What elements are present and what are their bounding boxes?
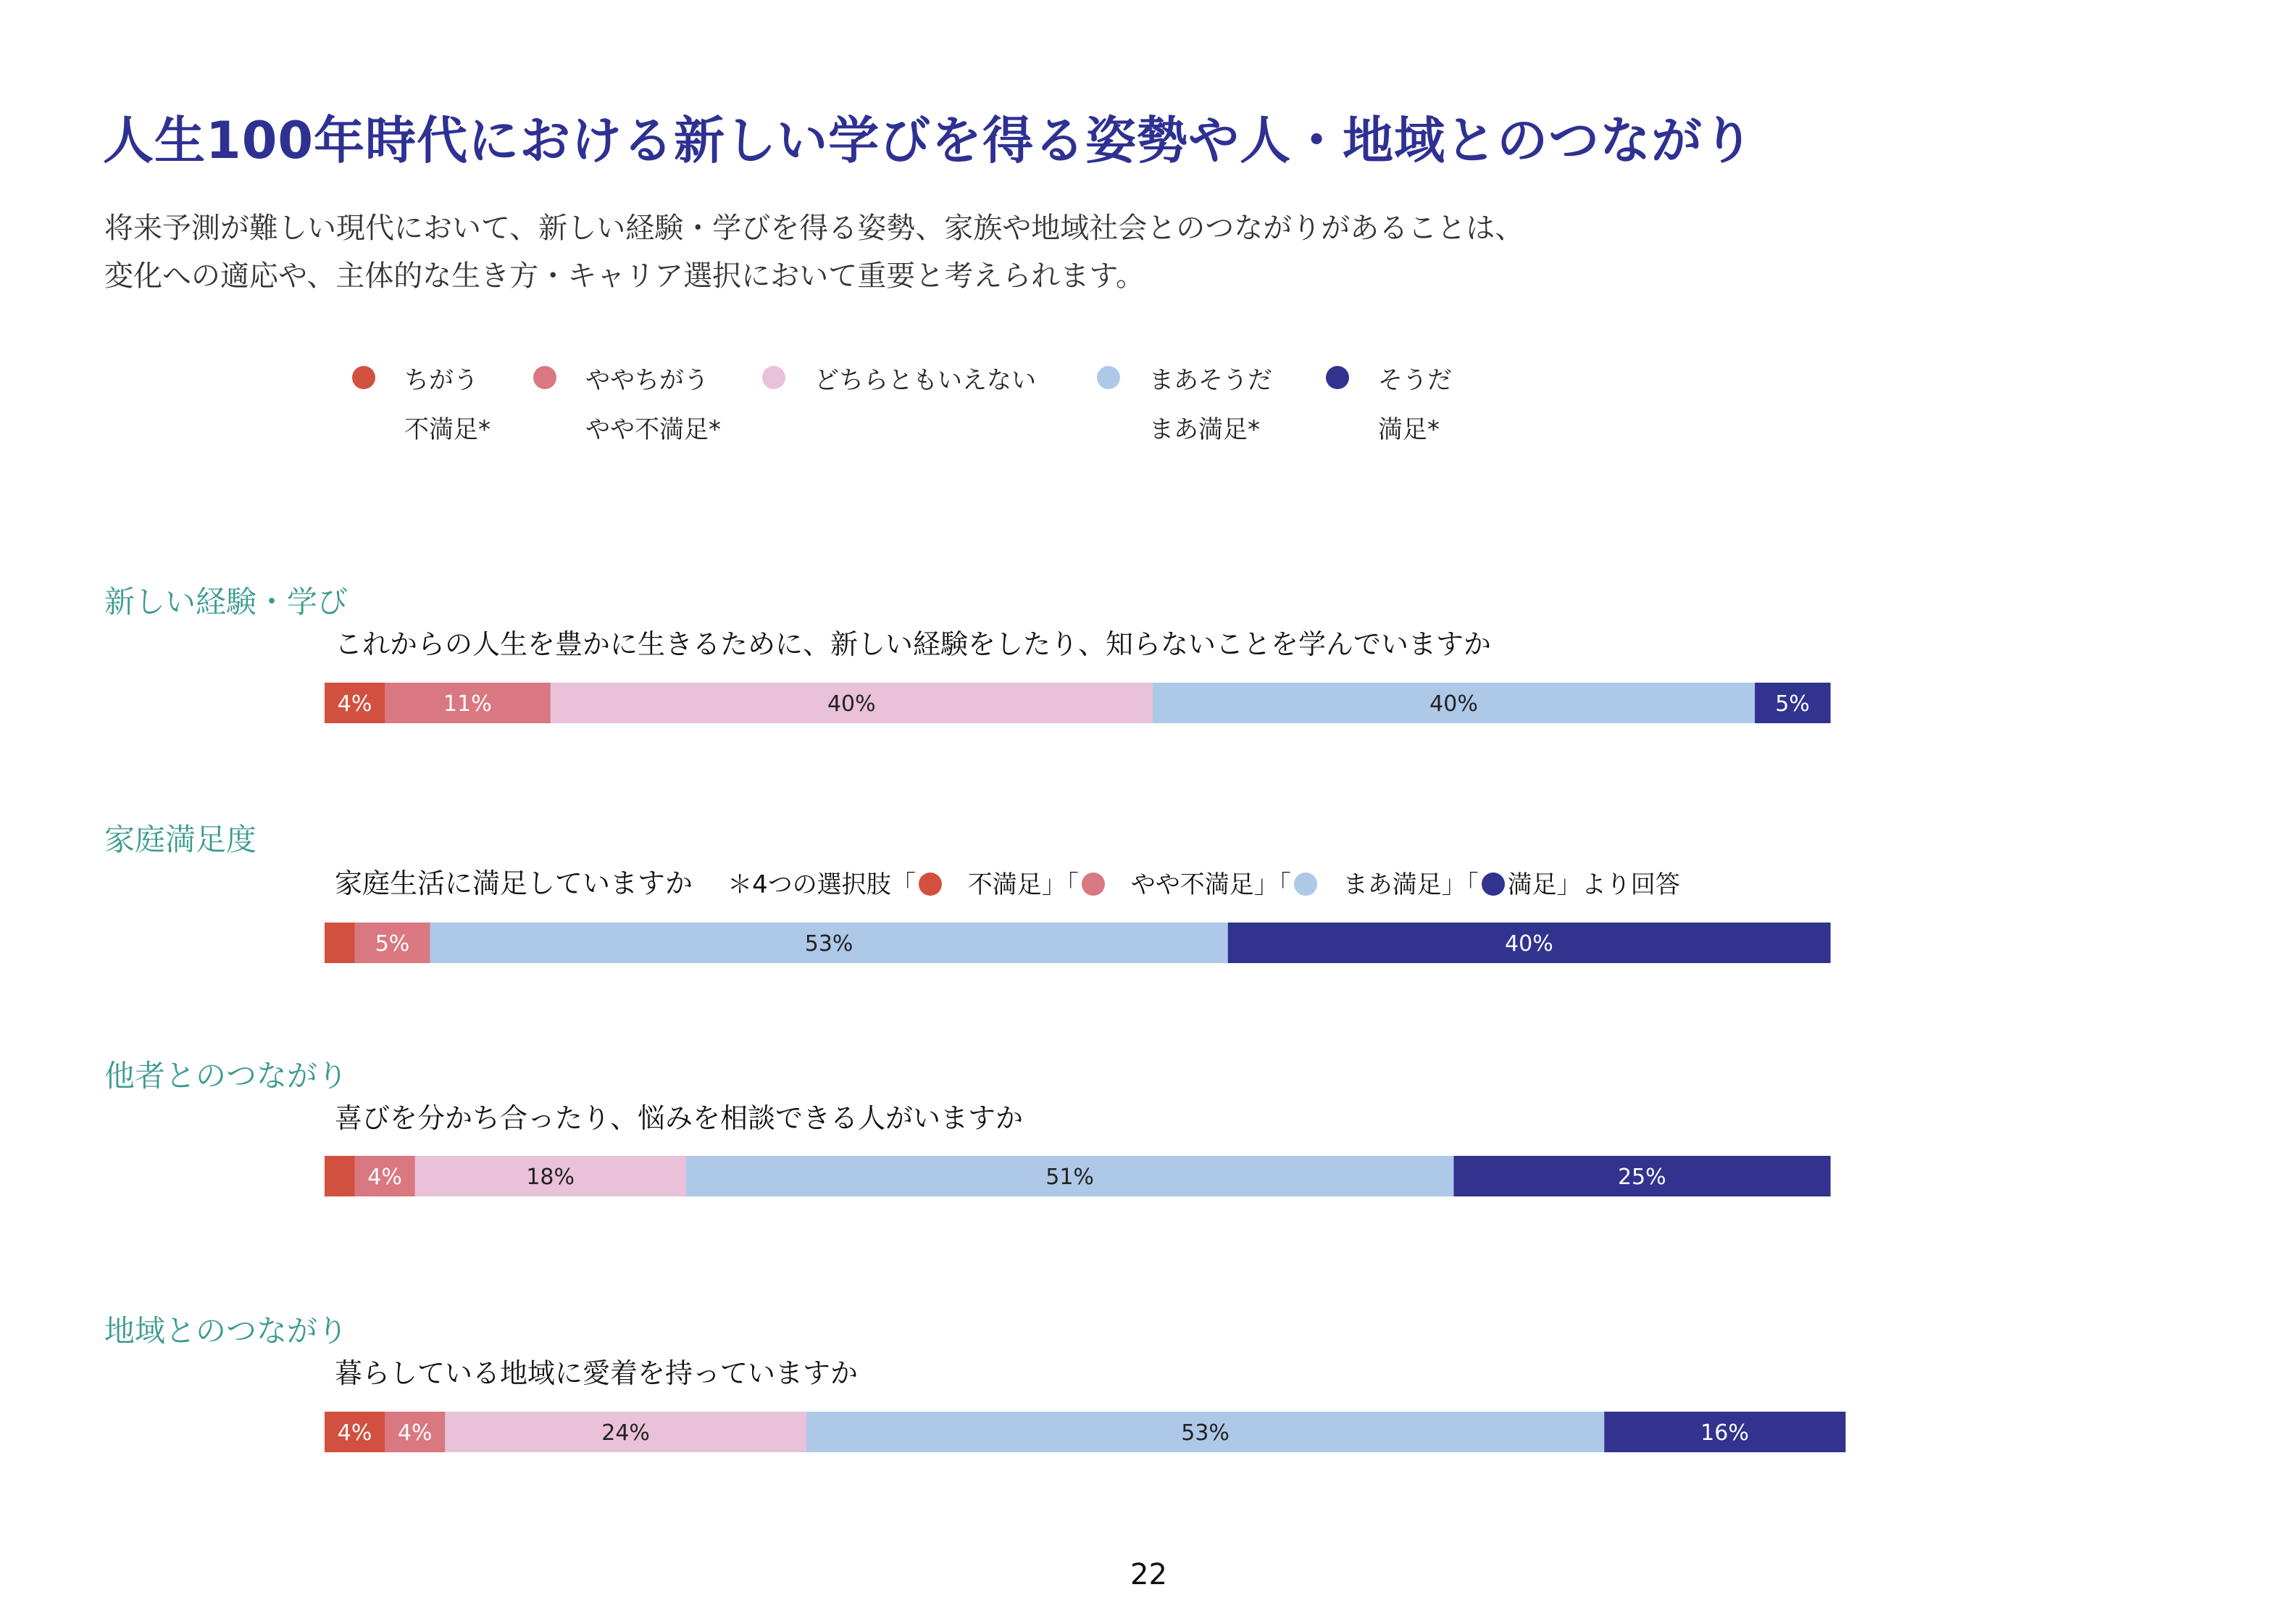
bar-label-r1-s5: 5% bbox=[1775, 691, 1810, 717]
section-title-community: 地域とのつながり bbox=[104, 1313, 348, 1349]
question-learning: これからの人生を豊かに生きるために、新しい経験をしたり、知らないことを学んでいますか bbox=[335, 628, 1492, 660]
bar-label-r2-s4: 53% bbox=[804, 931, 853, 957]
legend-sub-1: 不満足* bbox=[404, 415, 490, 444]
intro-line-1: 将来予測が難しい現代において、新しい経験・学びを得る姿勢、家族や地域社会とのつながりがあることは、 bbox=[104, 212, 1524, 245]
bar-label-r3-s5: 25% bbox=[1617, 1165, 1666, 1190]
legend-label-4: まあそうだ bbox=[1149, 366, 1272, 395]
note-item-2: やや不満足」「 bbox=[1130, 870, 1291, 899]
legend-label-3: どちらともいえない bbox=[814, 366, 1036, 395]
bar-segment-r3-s1 bbox=[325, 1156, 355, 1196]
intro-line-2: 変化への適応や、主体的な生き方・キャリア選択において重要と考えられます。 bbox=[104, 259, 1145, 293]
bar-label-r3-s2: 4% bbox=[367, 1165, 402, 1190]
question-family-text: 家庭生活に満足していますか bbox=[335, 867, 693, 899]
page-number: 22 bbox=[1130, 1558, 1167, 1591]
bar-label-r1-s3: 40% bbox=[827, 691, 876, 717]
section-title-family: 家庭満足度 bbox=[104, 822, 257, 857]
bar-label-r4-s2: 4% bbox=[397, 1420, 433, 1446]
bar-label-r4-s1: 4% bbox=[337, 1420, 372, 1446]
note-prefix: ＊4つの選択肢「 bbox=[727, 870, 916, 899]
note-item-1: 不満足」「 bbox=[967, 870, 1079, 899]
bar-label-r1-s1: 4% bbox=[337, 691, 372, 717]
legend-label-1: ちがう bbox=[404, 366, 478, 395]
bar-label-r4-s3: 24% bbox=[601, 1420, 650, 1446]
question-others: 喜びを分かち合ったり、悩みを相談できる人がいますか bbox=[335, 1102, 1024, 1134]
page-title: 人生100年時代における新しい学びを得る姿勢や人・地域とのつながり bbox=[103, 111, 1755, 170]
question-community: 暮らしている地域に愛着を持っていますか bbox=[335, 1357, 859, 1389]
legend-sub-5: 満足* bbox=[1378, 415, 1440, 444]
bar-label-r1-s2: 11% bbox=[443, 691, 492, 717]
bar-label-r4-s4: 53% bbox=[1181, 1420, 1230, 1446]
section-title-learning: 新しい経験・学び bbox=[104, 584, 348, 620]
legend-sub-4: まあ満足* bbox=[1149, 415, 1260, 444]
bar-label-r2-s5: 40% bbox=[1505, 931, 1553, 957]
section-title-others: 他者とのつながり bbox=[104, 1058, 348, 1094]
bar-label-r2-s2: 5% bbox=[375, 931, 410, 957]
legend-sub-2: やや不満足* bbox=[585, 415, 721, 444]
legend-label-2: ややちがう bbox=[585, 366, 709, 395]
bar-label-r3-s4: 51% bbox=[1045, 1165, 1094, 1190]
bar-label-r1-s4: 40% bbox=[1429, 691, 1478, 717]
note-item-3: まあ満足」「 bbox=[1343, 870, 1479, 899]
bar-label-r3-s3: 18% bbox=[526, 1165, 575, 1190]
note-item-4: 満足」より回答 bbox=[1507, 870, 1680, 899]
bar-segment-r2-s1 bbox=[325, 923, 355, 963]
legend-label-5: そうだ bbox=[1378, 366, 1452, 395]
bar-label-r4-s5: 16% bbox=[1700, 1420, 1749, 1446]
